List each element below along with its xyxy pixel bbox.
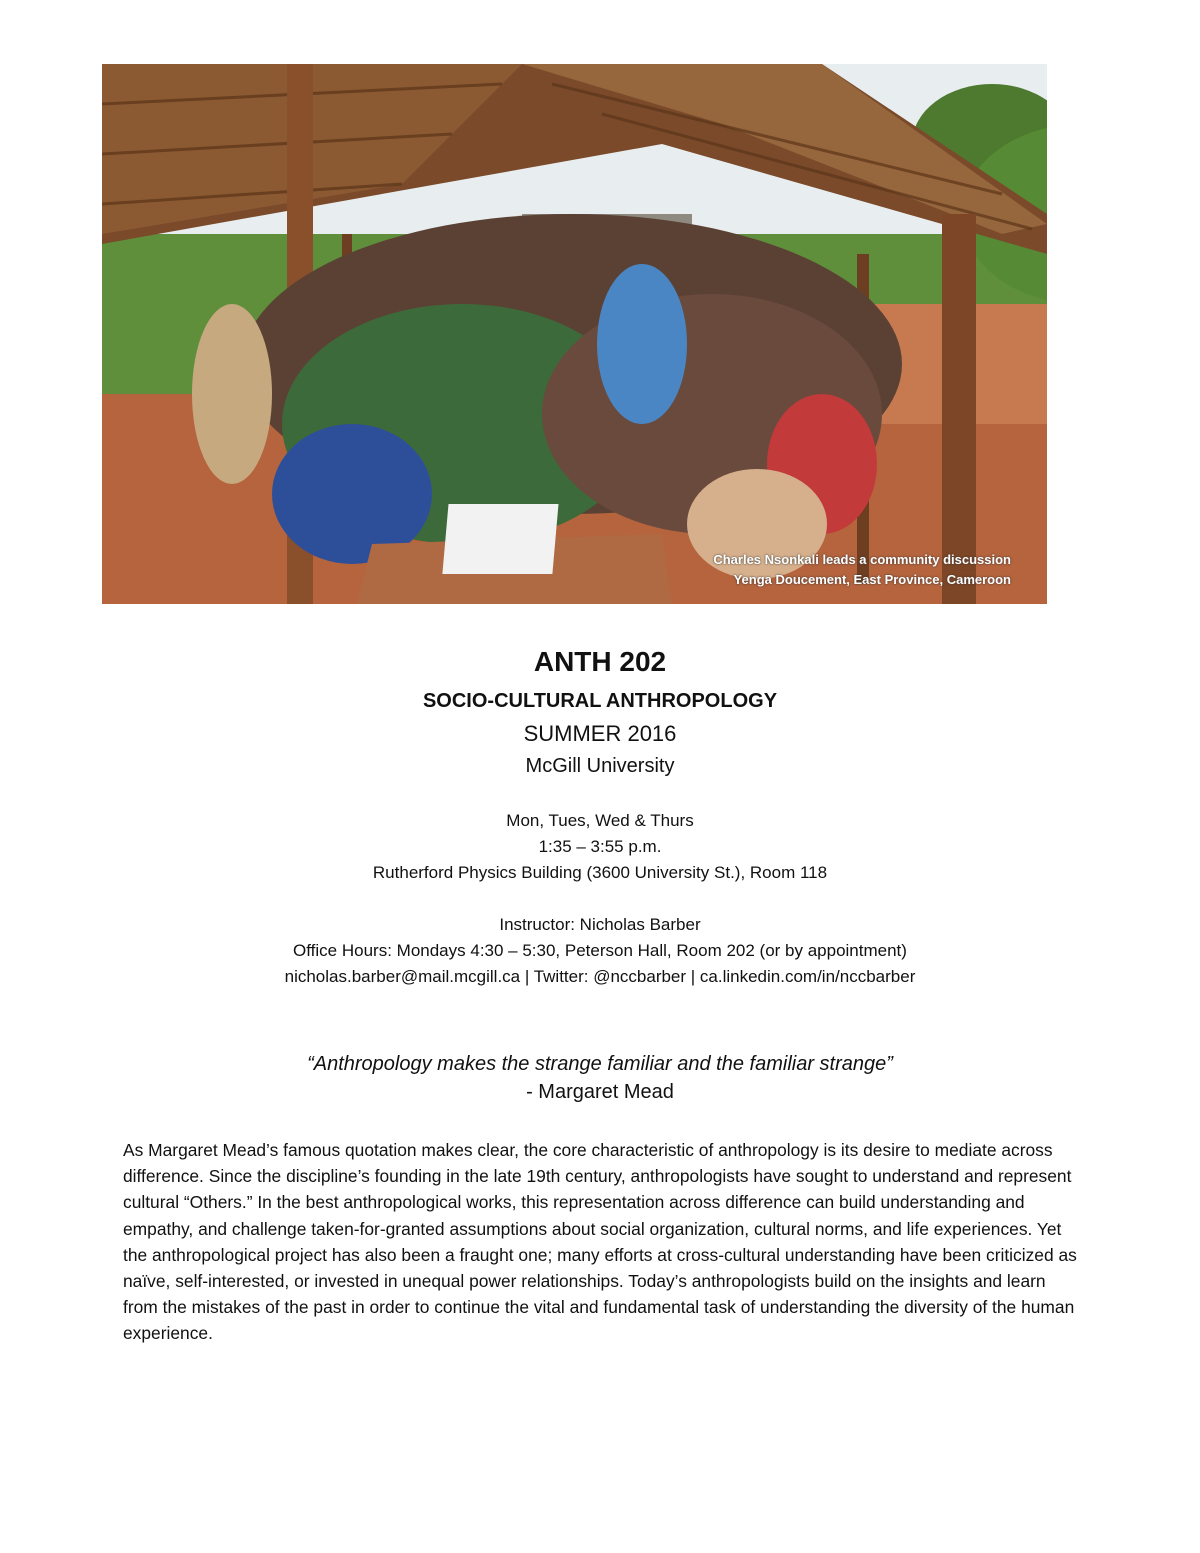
class-time: 1:35 – 3:55 p.m. [538,837,662,856]
epigraph-quote: “Anthropology makes the strange familiar and the familiar strange” [307,1053,893,1075]
university-name: McGill University [525,755,675,777]
class-days: Mon, Tues, Wed & Thurs [506,811,694,830]
epigraph-author: - Margaret Mead [526,1081,674,1103]
photo-caption-line-1: Charles Nsonkali leads a community discussion [713,552,1011,567]
course-title: SOCIO-CULTURAL ANTHROPOLOGY [422,690,778,712]
cover-photo [102,64,1047,604]
office-hours: Office Hours: Mondays 4:30 – 5:30, Peterson Hall, Room 202 (or by appointment) [293,941,907,960]
instructor-name: Instructor: Nicholas Barber [499,915,701,934]
course-code: ANTH 202 [533,646,667,677]
intro-paragraph: As Margaret Mead’s famous quotation makes clear, the core characteristic of anthropology is its desire to mediate across difference. Since the discipline’s founding in the late 19th century, anthropologists have sought to understand and represent cultural “Others.” In the best anthropological works, this representation across difference can build understanding and empathy, and challenge taken-for-granted assumptions about social organization, cultural norms, and life experiences. Yet the anthropological project has also been a fraught one; many efforts at cross-cultural understanding have been criticized as naïve, self-interested, or invested in unequal power relationships. Today’s anthropologists build on the insights and learn from the mistakes of the past in order to continue the vital and fundamental task of understanding the diversity of the human experience. [123,1140,1077,1344]
cover-photo-illustration [102,64,1047,604]
course-term: SUMMER 2016 [523,721,677,746]
photo-caption-line-2: Yenga Doucement, East Province, Cameroon [733,572,1011,587]
class-location: Rutherford Physics Building (3600 University St.), Room 118 [372,863,828,882]
instructor-contact: nicholas.barber@mail.mcgill.ca | Twitter: @nccbarber | ca.linkedin.com/in/nccbarber [284,967,916,986]
photo-caption [713,550,1011,590]
